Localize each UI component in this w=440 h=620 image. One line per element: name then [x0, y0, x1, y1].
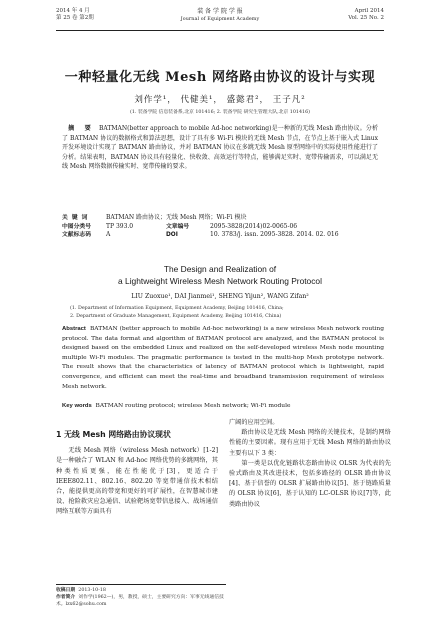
volume-issue-cn: 第 25 卷 第2期: [56, 15, 94, 21]
doc-code-label: 文章编号: [166, 223, 190, 230]
authors-en: LIU Zuoxue¹, DAI Jianmei¹, SHENG Yijun², WANG Zifan²: [131, 293, 309, 300]
affiliations-en: [70, 305, 400, 320]
clc-row: [62, 223, 380, 232]
author-bio: [56, 594, 226, 608]
section-heading: 1 无线 Mesh 网络路由协议现状: [56, 430, 171, 439]
body-paragraph: 广阔的应用空间。: [229, 419, 279, 426]
keywords-cn-row: [62, 214, 380, 223]
paper-title-en: [40, 263, 400, 287]
issue-date-en: April 2014: [354, 8, 384, 14]
received-label: 收稿日期: [56, 588, 76, 593]
author-bio-value: 刘作学(1962—)，男，教授，硕士，主要研究方向：军事无线通信技术。lzx62@sohu.com: [56, 595, 224, 607]
issue-info-right: [348, 8, 384, 22]
keywords-en-text: BATMAN routing protocol; wireless Mesh network; Wi-Fi module: [95, 403, 291, 409]
abstract-cn-text: BATMAN(better approach to mobile Ad-hoc networking)是一种新的无线 Mesh 路由协议。分析了 BATMAN 协议的数据格式和算法思想，设计了具有多 Wi-Fi 模块的无线 Mesh 节点，在节点上基于嵌入式 Linux 开发环境设计实现了 BATMAN 路由协议，并对 BATMAN 协议在多跳无线 Mesh 原型网络中的实际使用性能进行了分析。结果表明，BATMAN 协议具有轻量化、快收敛、高效运行等特点，能够满足实时、宽带传输需求，可以满足无线 Mesh 网络数据传输实时、宽带传输的要求。: [62, 125, 378, 171]
running-header: [56, 8, 384, 31]
paper-title-cn: 一种轻量化无线 Mesh 网络路由协议的设计与实现: [64, 70, 376, 85]
doc-id-value: A: [106, 231, 111, 239]
issue-date-cn: 2014 年 4 月: [56, 8, 90, 14]
affiliation-en-2: 2. Department of Graduate Management, Equipment Academy, Beijing 101416, China): [70, 313, 282, 319]
journal-name: [56, 8, 384, 23]
abstract-en-text: BATMAN (better approach to mobile Ad-hoc networking) is a new wireless Mesh network routing protocol. The data format and algorithm of BATMAN protocol are analyzed, and the BATMAN protocol is designed based on the embedded Linux and realized on the self-developed wireless Mesh node mounting multiple Wi-Fi modules. The pragmatic performance is tested in the multi-hop Mesh prototype network. The result shows that the characteristics of latency of BATMAN protocol which is lightweight, rapid convergence, and efficient can meet the real-time and broadband transmission requirement of wireless Mesh network.: [62, 326, 384, 390]
paper-title-en-line2: a Lightweight Wireless Mesh Network Routing Protocol: [118, 276, 322, 286]
doi-label: DOI: [166, 232, 178, 239]
volume-issue-en: Vol. 25 No. 2: [348, 15, 384, 21]
clc-label: 中图分类号: [62, 223, 91, 230]
keywords-en-label: Key words: [62, 403, 92, 409]
keywords-cn-label: 关 键 词: [62, 215, 89, 221]
body-paragraph: 路由协议是无线 Mesh 网络的关键技术，是制约网络性能的主要因素。现有应用于无线 Mesh 网络的路由协议主要有以下 3 类：: [229, 429, 391, 457]
abstract-en-label: Abstract: [62, 326, 86, 332]
doc-code-value: 2095-3828(2014)02-0065-06: [210, 222, 298, 230]
paper-title-en-line1: The Design and Realization of: [163, 264, 277, 274]
abstract-en: [62, 325, 384, 392]
body-paragraph: 第一类是以优化链路状态路由协议 OLSR 为代表的先验式路由及其改进技术，包括多路径的 OLSR 路由协议[4]、基于信誉的 OLSR 扩展路由协议[5]、基于链路质量的 OLSR 协议[6]，基于认知的 LC-OLSR 协议[7]等，此类路由协议: [229, 459, 391, 508]
abstract-cn-label: 摘 要: [68, 125, 95, 132]
author-bio-label: 作者简介: [56, 595, 76, 600]
footnote: [56, 584, 226, 608]
doc-id-row: [62, 231, 380, 240]
article-meta: [62, 214, 380, 240]
doi-value: 10. 3783/j. issn. 2095-3828. 2014. 02. 016: [210, 231, 339, 239]
journal-name-en: Journal of Equipment Academy: [180, 16, 260, 22]
keywords-cn-text: BATMAN 路由协议；无线 Mesh 网络；Wi-Fi 模块: [106, 214, 247, 221]
body-column-right: [229, 418, 391, 510]
received-date: [56, 587, 226, 594]
body-paragraph: 无线 Mesh 网络（wireless Mesh network）[1-2]是一种融合了 WLAN 和 Ad-hoc 网络优势的多跳网络，其种类性质更强，能在性能优于[3]，更适合于 IEEE802.11、802.16、802.20 等宽带通信技术相结合，能提供更高的带宽和更好的可扩展性，在智慧城市建设、抢险救灾应急通信、试验靶场宽带信息接入、战场通信网络互联等方面具有: [56, 447, 218, 516]
abstract-cn: [62, 124, 378, 172]
received-value: 2013-10-18: [78, 588, 106, 593]
affiliation-en-1: (1. Department of Information Equipment, Equipment Academy, Beijing 101416, China;: [70, 306, 284, 311]
affiliations-cn: (1. 装备学院 信息装备系,北京 101416; 2. 装备学院 研究生管理大队,北京 101416): [130, 110, 310, 115]
clc-value: TP 393.0: [106, 222, 134, 230]
body-column-left: [56, 418, 218, 518]
doc-id-label: 文献标志码: [62, 232, 91, 239]
keywords-en: [62, 403, 384, 409]
journal-name-cn: 装 备 学 院 学 报: [197, 8, 243, 15]
authors-cn: 刘作学¹， 代健美¹， 盛懿君²， 王子凡²: [134, 95, 306, 105]
